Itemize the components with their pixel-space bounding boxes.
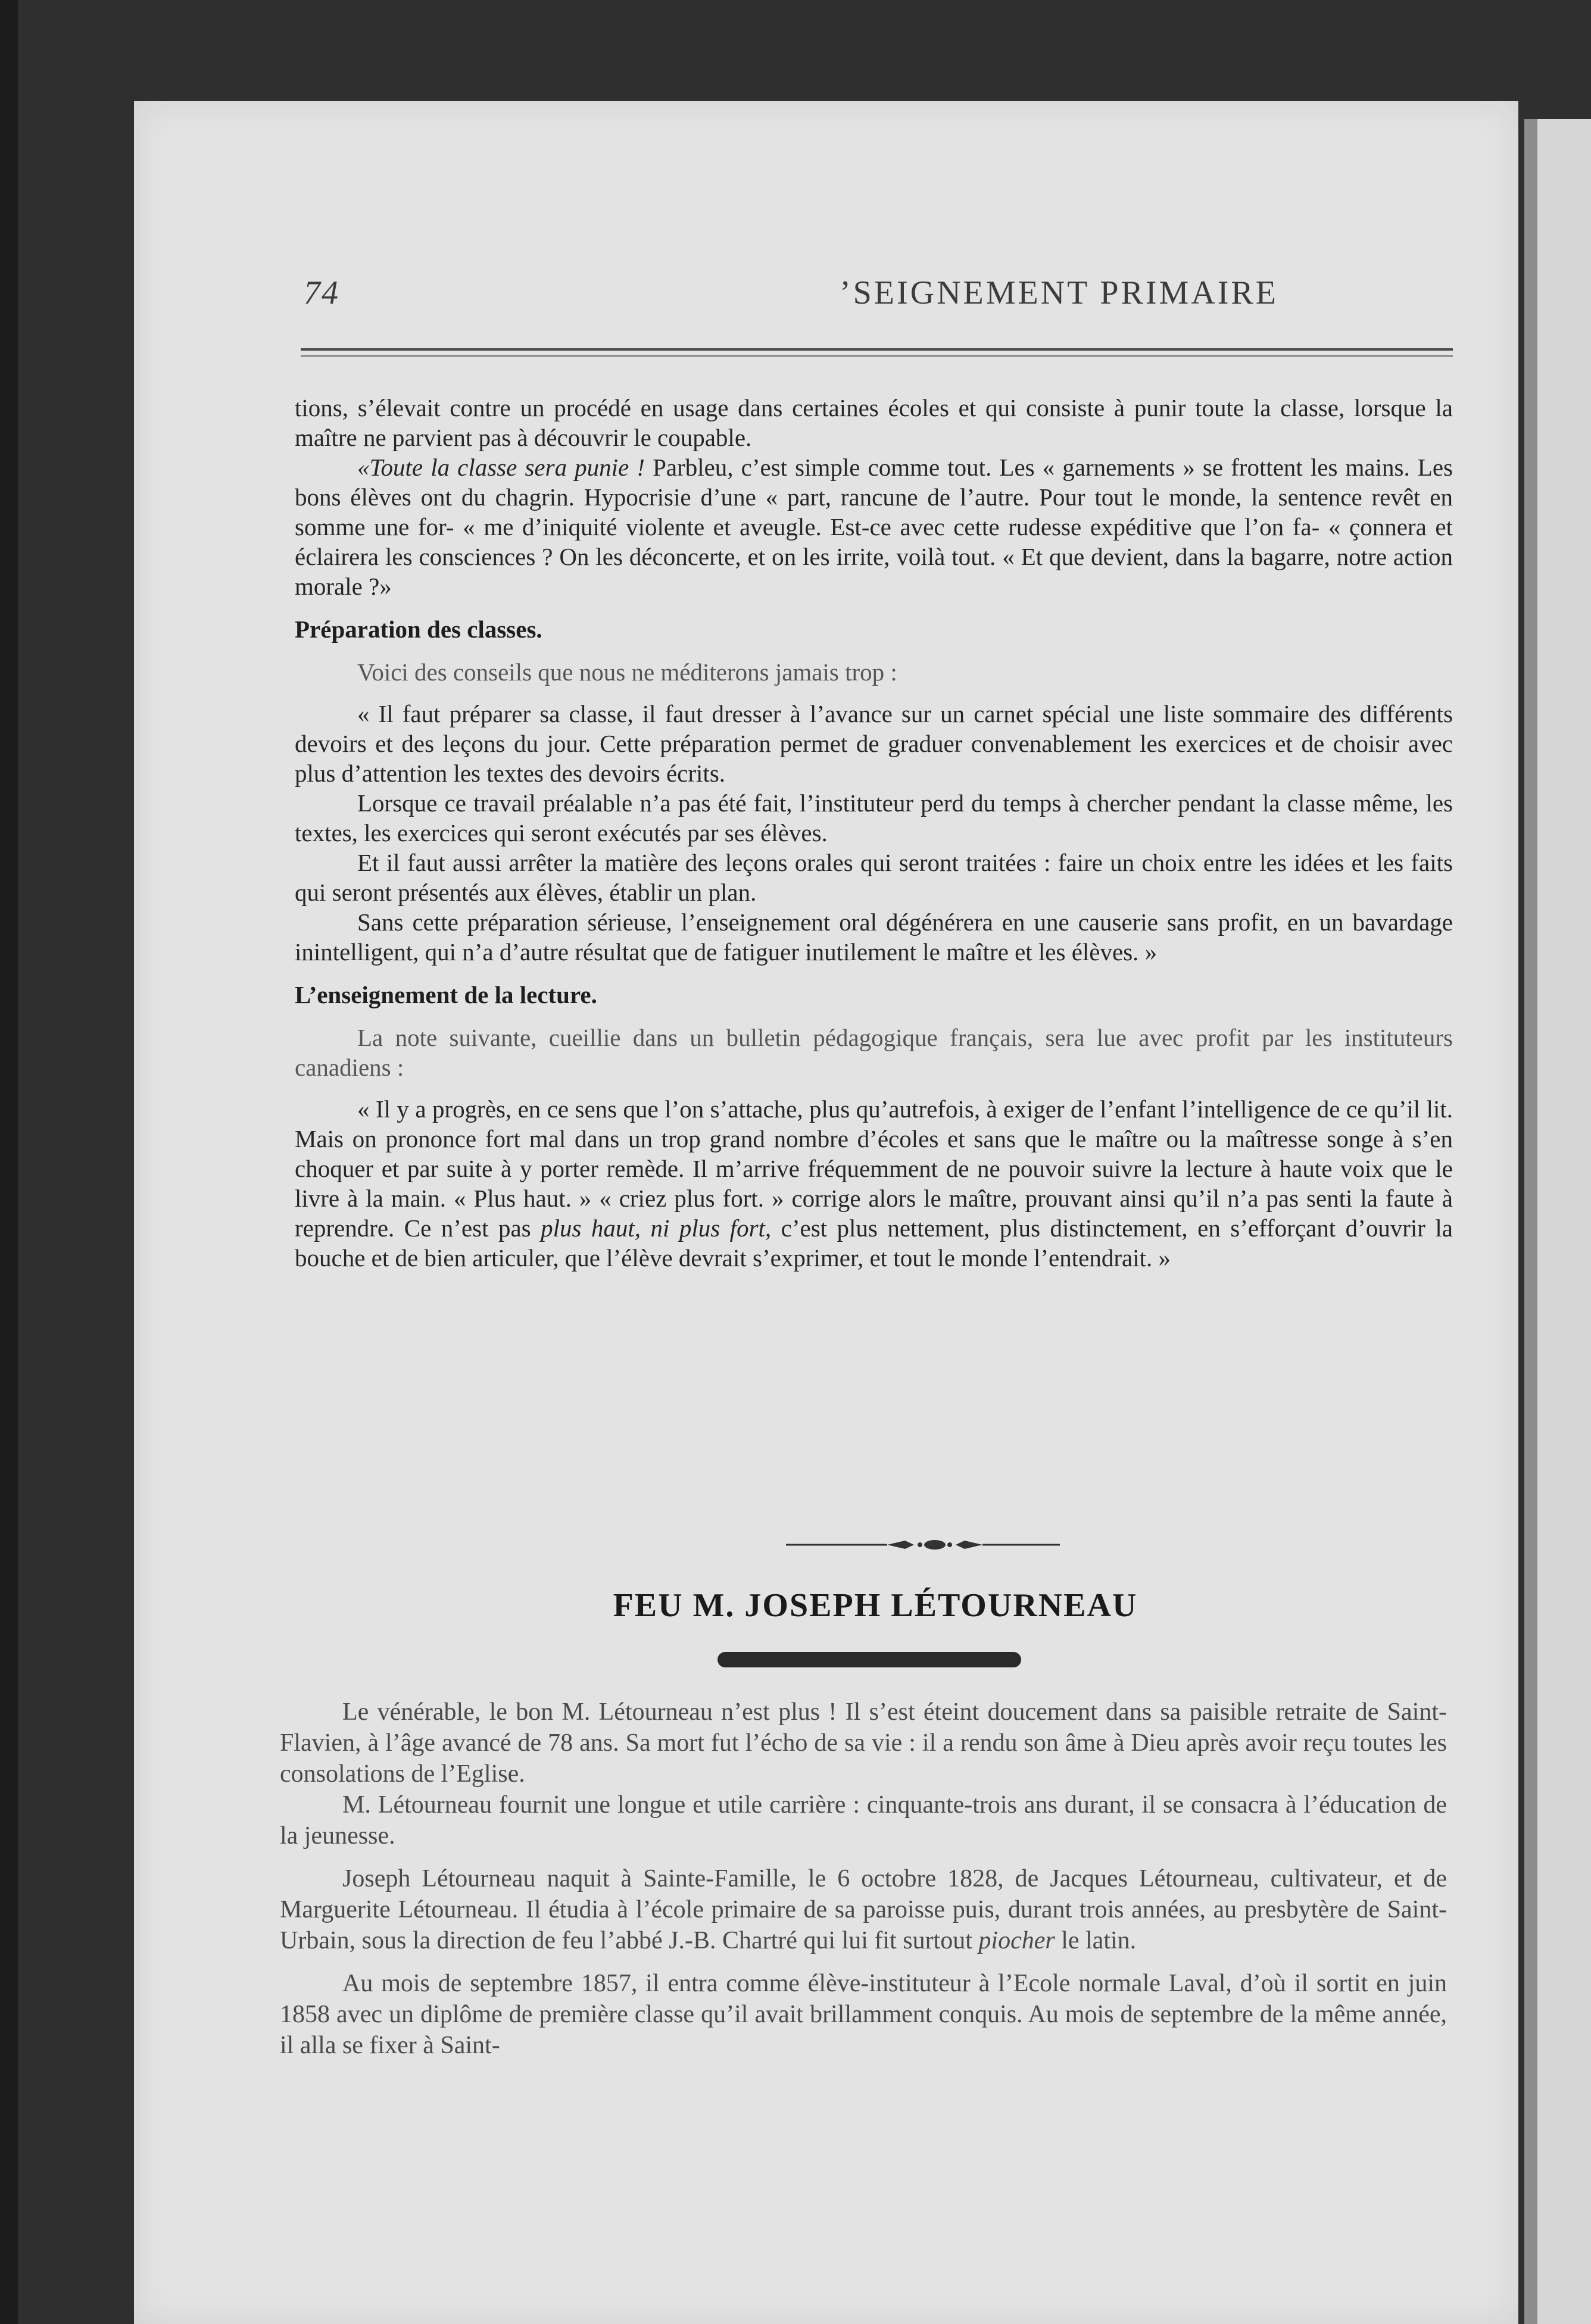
header-rule-thin: [301, 355, 1453, 357]
quote-paragraph: « Il y a progrès, en ce sens que l’on s’attache, plus qu’autrefois, à exiger de l’enfant l’intelligence de ce qu’il lit. Mais on prononce fort mal dans un trop grand nombre d’écoles et sans que le maître ou la maîtresse songe à s’en choquer et par suite à y porter remède. Il m’arrive fréquemment de ne pouvoir suivre la lecture à haute voix que le livre à la main. « Plus haut. » « criez plus fort. » corrige alors le maître, prouvant ainsi qu’il n’a pas senti la faute à reprendre. Ce n’est pas plus haut, ni plus fort, c’est plus nettement, plus distinctement, en s’efforçant d’ouvrir la bouche et de bien articuler, que l’élève devrait s’exprimer, et tout le monde l’entendrait. »: [295, 1095, 1453, 1272]
title-underline-bar: [717, 1652, 1021, 1667]
page-number: 74: [304, 274, 339, 311]
paragraph: Joseph Létourneau naquit à Sainte-Famille, le 6 octobre 1828, de Jacques Létourneau, cultivateur, et de Marguerite Létourneau. Il étudia à l’école primaire de sa paroisse puis, durant trois années, au presbytère de Saint-Urbain, sous la direction de feu l’abbé J.-B. Chartré qui lui fit surtout piocher le latin.: [280, 1865, 1447, 1954]
header-rule: [301, 348, 1453, 351]
quote-text: Parbleu, c’est simple comme tout. Les « garnements » se frottent les mains. Les bons élèves ont du chagrin. Hypocrisie d’une « part, rancune de l’autre. Pour tout le monde, la sentence revêt en somme une for- « me d’iniquité violente et aveugle. Est-ce avec cette rudesse expéditive que l’on fa- « çonnera et éclairera les consciences ? On les déconcerte, et on les irrite, voilà tout. « Et que devient, dans la bagarre, notre action morale ?»: [295, 454, 1453, 600]
italic-word: piocher: [978, 1927, 1055, 1954]
section-heading: L’enseignement de la lecture.: [295, 981, 597, 1008]
paragraph: Au mois de septembre 1857, il entra comme élève-instituteur à l’Ecole normale Laval, d’où il sortit en juin 1858 avec un diplôme de première classe qu’il avait brillamment conquis. Au mois de septembre de la même année, il alla se fixer à Saint-: [280, 1970, 1447, 2059]
paragraph: La note suivante, cueillie dans un bulletin pédagogique français, sera lue avec profit par les instituteurs canadiens :: [295, 1024, 1453, 1081]
quote-paragraph: [295, 452, 1453, 601]
main-text: [295, 393, 1453, 1273]
obituary-text: [280, 1697, 1447, 2061]
paragraph: Le vénérable, le bon M. Létourneau n’est plus ! Il s’est éteint doucement dans sa paisible retraite de Saint-Flavien, à l’âge avancé de 78 ans. Sa mort fut l’écho de sa vie : il a rendu son âme à Dieu après avoir reçu toutes les consolations de l’Eglise.: [280, 1698, 1447, 1788]
italic-phrase: plus haut, ni plus fort,: [541, 1214, 772, 1242]
paragraph: Et il faut aussi arrêter la matière des leçons orales qui seront traitées : faire un choix entre les idées et les faits qui seront présentés aux élèves, établir un plan.: [295, 849, 1453, 906]
paragraph: Lorsque ce travail préalable n’a pas été fait, l’instituteur perd du temps à chercher pendant la classe même, les textes, les exercices qui seront exécutés par ses élèves.: [295, 789, 1453, 846]
running-header: [167, 262, 1453, 310]
scan-left-border: [0, 0, 18, 2324]
section-heading: Préparation des classes.: [295, 616, 542, 643]
ornament-divider: [786, 1536, 1060, 1554]
obituary-title: FEU M. JOSEPH LÉTOURNEAU: [613, 1587, 1138, 1624]
paragraph: Sans cette préparation sérieuse, l’enseignement oral dégénérera en une causerie sans profit, en un bavardage inintelligent, qui n’a d’autre résultat que de fatiguer inutilement le maître et les élèves. »: [295, 908, 1453, 966]
paragraph: « Il faut préparer sa classe, il faut dresser à l’avance sur un carnet spécial une liste sommaire des différents devoirs et des leçons du jour. Cette préparation permet de graduer convenablement les exercices et de choisir avec plus d’attention les textes des devoirs écrits.: [295, 700, 1453, 787]
paragraph: Voici des conseils que nous ne méditerons jamais trop :: [357, 658, 897, 686]
running-title: ’SEIGNEMENT PRIMAIRE: [840, 274, 1278, 311]
paragraph: tions, s’élevait contre un procédé en usage dans certaines écoles et qui consiste à punir toute la classe, lorsque la maître ne parvient pas à découvrir le coupable.: [295, 394, 1453, 451]
italic-quote: «Toute la classe sera punie !: [357, 454, 645, 481]
adjacent-page-edge: [1524, 119, 1537, 2324]
paragraph: M. Létourneau fournit une longue et utile carrière : cinquante-trois ans durant, il se consacra à l’éducation de la jeunesse.: [280, 1791, 1447, 1850]
